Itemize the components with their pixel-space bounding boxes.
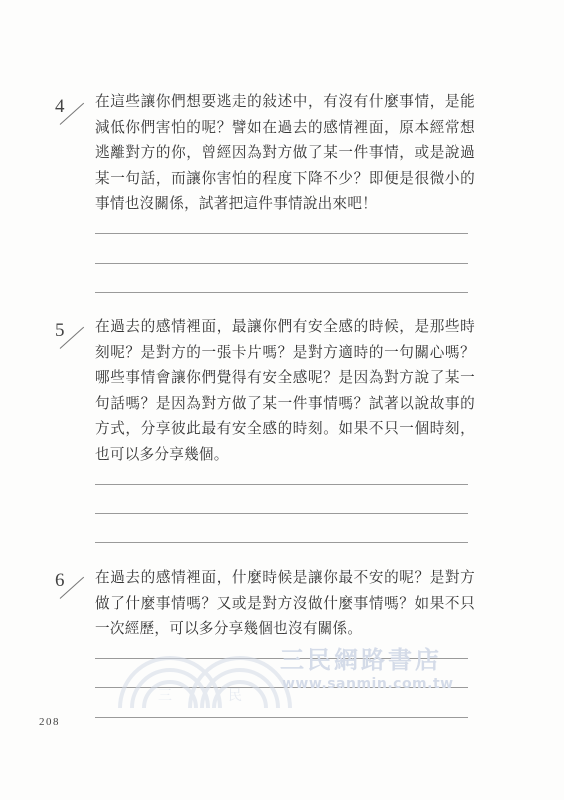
answer-line[interactable] bbox=[95, 233, 468, 234]
answer-line[interactable] bbox=[95, 484, 468, 485]
watermark-char: 民 bbox=[228, 688, 242, 704]
question-text: 在過去的感情裡面，最讓你們有安全感的時候，是那些時刻呢？是對方的一張卡片嗎？是對方適時的一句關心嗎？哪些事情會讓你們覺得有安全感呢？是因為對方說了某一句話嗎？是因為對方做了某一件事情嗎？試著以說故事的方式，分享彼此最有安全感的時刻。如果不只一個時刻，也可以多分享幾個。 bbox=[95, 318, 475, 463]
answer-line[interactable] bbox=[95, 513, 468, 514]
question-text: 在過去的感情裡面，什麼時候是讓你最不安的呢？是對方做了什麼事情嗎？又或是對方沒做什麼事情嗎？如果不只一次經歷，可以多分享幾個也沒有關係。 bbox=[95, 569, 475, 638]
watermark-char: 三 bbox=[158, 688, 172, 704]
question-text: 在這些讓你們想要逃走的敍述中，有沒有什麼事情，是能減低你們害怕的呢？譬如在過去的感情裡面，原本經常想逃離對方的你，曾經因為對方做了某一件事情，或是說過某一句話，而讓你害怕的程度下降不少？即便是很微小的事情也沒關係，試著把這件事情說出來吧！ bbox=[95, 93, 475, 213]
page-number: 208 bbox=[39, 716, 60, 728]
answer-line[interactable] bbox=[95, 717, 468, 718]
question-number: 4 bbox=[55, 96, 65, 117]
question-number: 5 bbox=[55, 320, 65, 341]
question-number: 6 bbox=[55, 570, 65, 591]
answer-line[interactable] bbox=[95, 263, 468, 264]
watermark-url: www.sanmin.com.tw bbox=[282, 676, 454, 692]
answer-line[interactable] bbox=[95, 292, 468, 293]
answer-line[interactable] bbox=[95, 542, 468, 543]
watermark-name: 三民網路書店 bbox=[280, 645, 442, 674]
